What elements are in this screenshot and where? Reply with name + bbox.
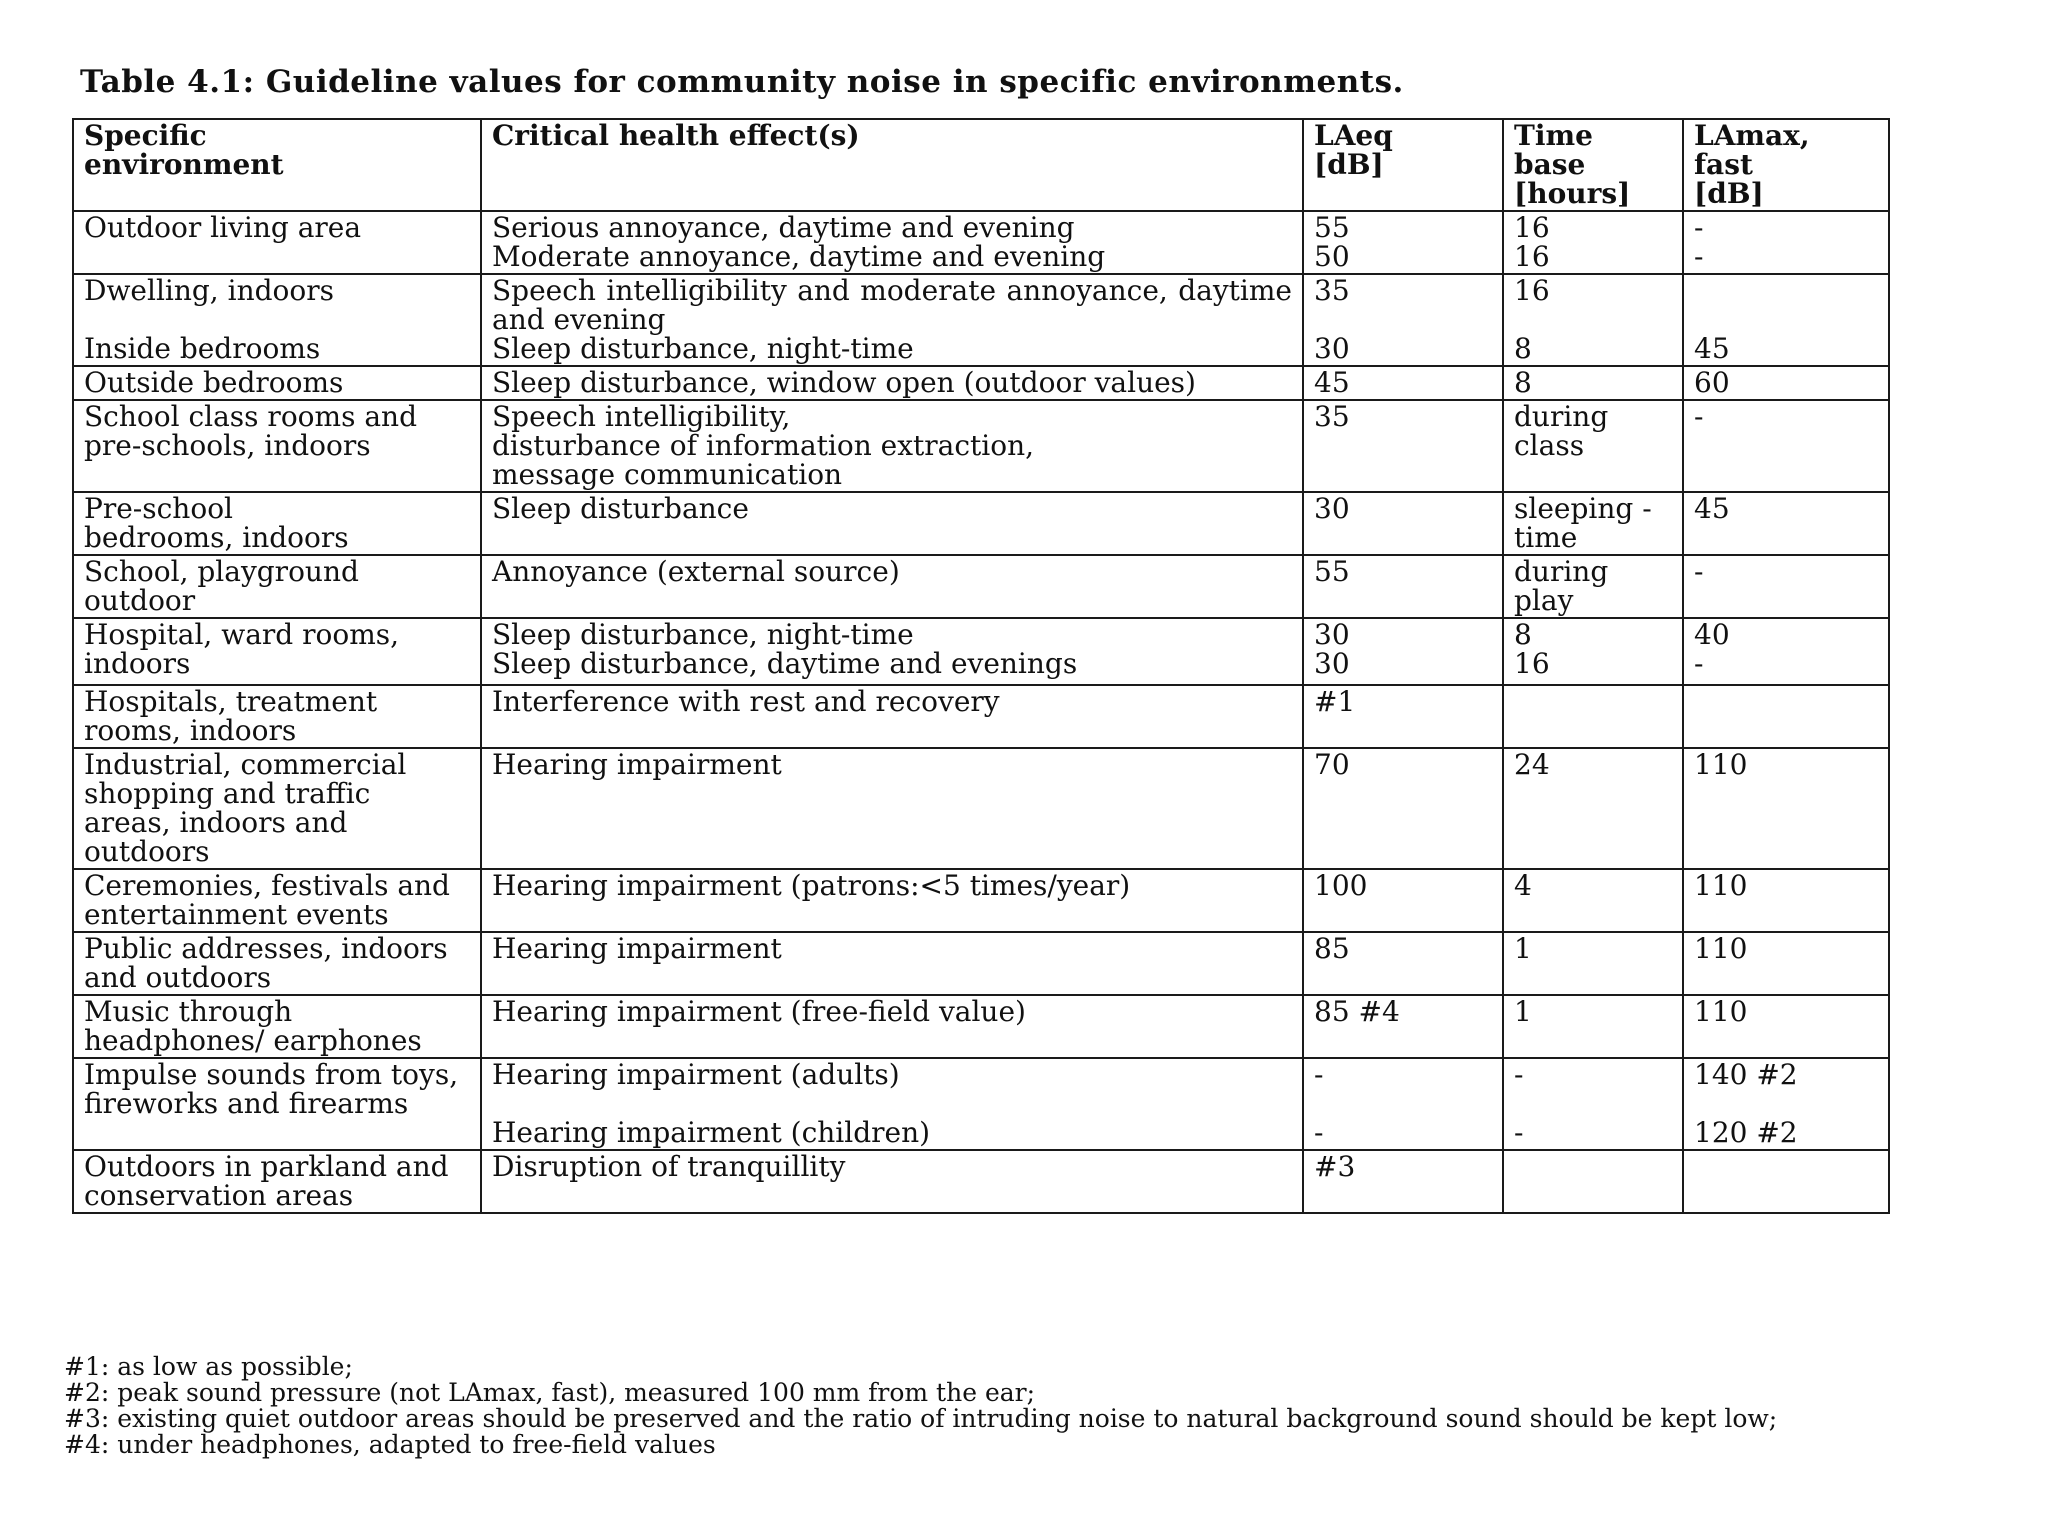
- effect-cell: [481, 1058, 1303, 1150]
- laeq-value: 45: [1314, 366, 1350, 399]
- effect-cell: [481, 555, 1303, 618]
- effect-cell: [481, 748, 1303, 869]
- laeq-value: 55: [1314, 211, 1350, 244]
- effect-text: Hearing impairment: [492, 932, 782, 965]
- lamax-cell: [1683, 366, 1889, 400]
- effect-cell: [481, 995, 1303, 1058]
- lamax-value: 120 #2: [1694, 1116, 1798, 1149]
- environment-cell: Ceremonies, festivals and entertainment events: [73, 869, 481, 932]
- effect-text: Speech intelligibility,: [492, 400, 791, 433]
- time-cell: [1503, 211, 1683, 274]
- lamax-value: -: [1694, 555, 1704, 588]
- effect-cell: [481, 274, 1303, 366]
- lamax-cell: [1683, 995, 1889, 1058]
- table-row: [73, 492, 1889, 555]
- laeq-cell: [1303, 748, 1503, 869]
- time-value: 8: [1514, 366, 1532, 399]
- table-title: Table 4.1: Guideline values for community noise in specific environments.: [80, 64, 1404, 100]
- time-value: 24: [1514, 748, 1550, 781]
- environment-cell: Hospital, ward rooms, indoors: [73, 618, 481, 685]
- effect-cell: [481, 685, 1303, 748]
- table-row: [73, 869, 1889, 932]
- laeq-cell: [1303, 211, 1503, 274]
- time-cell: [1503, 685, 1683, 748]
- time-value: 8: [1514, 332, 1532, 365]
- header-effect: Critical health effect(s): [481, 119, 1303, 211]
- environment-cell: Hospitals, treatment rooms, indoors: [73, 685, 481, 748]
- environment-cell: Pre-school bedrooms, indoors: [73, 492, 481, 555]
- effect-text: Hearing impairment (children): [492, 1116, 931, 1149]
- time-value: 16: [1514, 211, 1550, 244]
- effect-text: Speech intelligibility and moderate annoyance, daytime and evening: [492, 274, 1292, 336]
- time-cell: [1503, 274, 1683, 366]
- table-row: [73, 1150, 1889, 1213]
- laeq-cell: [1303, 366, 1503, 400]
- time-cell: [1503, 1150, 1683, 1213]
- effect-cell: [481, 1150, 1303, 1213]
- environment-text: Outdoor living area: [84, 211, 362, 244]
- time-value: -: [1514, 1058, 1524, 1091]
- environment-text: Outside bedrooms: [84, 366, 344, 399]
- laeq-value: #3: [1314, 1150, 1356, 1183]
- header-laeq: LAeq [dB]: [1303, 119, 1503, 211]
- table-row: [73, 555, 1889, 618]
- effect-text: Hearing impairment (adults): [492, 1058, 900, 1091]
- table-row: [73, 685, 1889, 748]
- time-cell: [1503, 618, 1683, 685]
- lamax-value: 110: [1694, 932, 1748, 965]
- time-cell: [1503, 869, 1683, 932]
- time-cell: during play: [1503, 555, 1683, 618]
- time-value: 4: [1514, 869, 1532, 902]
- time-value: 1: [1514, 995, 1532, 1028]
- effect-cell: [481, 492, 1303, 555]
- effect-text: Interference with rest and recovery: [492, 685, 1000, 718]
- time-value: 1: [1514, 932, 1532, 965]
- laeq-value: 70: [1314, 748, 1350, 781]
- effect-text: Annoyance (external source): [492, 555, 900, 588]
- lamax-cell: [1683, 1058, 1889, 1150]
- effect-cell: [481, 366, 1303, 400]
- time-value: 8: [1514, 618, 1532, 651]
- time-cell: [1503, 995, 1683, 1058]
- effect-text: disturbance of information extraction,: [492, 429, 1035, 462]
- laeq-value: -: [1314, 1058, 1324, 1091]
- effect-text: Hearing impairment (patrons:<5 times/year): [492, 869, 1131, 902]
- laeq-value: #1: [1314, 685, 1356, 718]
- laeq-value: 30: [1314, 492, 1350, 525]
- time-cell: sleeping -time: [1503, 492, 1683, 555]
- laeq-value: 30: [1314, 618, 1350, 651]
- laeq-cell: [1303, 555, 1503, 618]
- header-lamax: LAmax, fast [dB]: [1683, 119, 1889, 211]
- environment-cell: Music through headphones/ earphones: [73, 995, 481, 1058]
- effect-cell: [481, 211, 1303, 274]
- environment-text: Dwelling, indoors: [84, 274, 334, 307]
- lamax-value: 45: [1694, 492, 1730, 525]
- effect-text: Sleep disturbance: [492, 492, 749, 525]
- lamax-cell: [1683, 492, 1889, 555]
- footnote-1: #1: as low as possible;: [64, 1352, 353, 1381]
- lamax-cell: [1683, 211, 1889, 274]
- lamax-value: 45: [1694, 332, 1730, 365]
- lamax-value: -: [1694, 211, 1704, 244]
- effect-cell: [481, 869, 1303, 932]
- footnote-2: #2: peak sound pressure (not LAmax, fast), measured 100 mm from the ear;: [64, 1378, 1036, 1407]
- effect-text: Disruption of tranquillity: [492, 1150, 846, 1183]
- footnote-3: #3: existing quiet outdoor areas should be preserved and the ratio of intruding noise to natural background sound should be kept low;: [64, 1404, 1778, 1433]
- table-row: [73, 1058, 1889, 1150]
- effect-text: Sleep disturbance, night-time: [492, 332, 914, 365]
- laeq-value: 35: [1314, 274, 1350, 307]
- table-row: [73, 211, 1889, 274]
- laeq-cell: [1303, 492, 1503, 555]
- environment-cell: Industrial, commercial shopping and traffic areas, indoors and outdoors: [73, 748, 481, 869]
- laeq-value: 85 #4: [1314, 995, 1400, 1028]
- table-row: [73, 932, 1889, 995]
- lamax-cell: [1683, 1150, 1889, 1213]
- environment-text: Inside bedrooms: [84, 332, 321, 365]
- lamax-value: 110: [1694, 748, 1748, 781]
- lamax-value: 110: [1694, 869, 1748, 902]
- laeq-value: -: [1314, 1116, 1324, 1149]
- table-row: [73, 995, 1889, 1058]
- effect-text: Hearing impairment (free-field value): [492, 995, 1026, 1028]
- lamax-value: -: [1694, 240, 1704, 273]
- time-cell: during class: [1503, 400, 1683, 492]
- effect-text: Moderate annoyance, daytime and evening: [492, 240, 1106, 273]
- laeq-value: 55: [1314, 555, 1350, 588]
- time-cell: [1503, 366, 1683, 400]
- laeq-value: 85: [1314, 932, 1350, 965]
- lamax-cell: [1683, 932, 1889, 995]
- laeq-cell: [1303, 274, 1503, 366]
- table-row: [73, 748, 1889, 869]
- laeq-cell: [1303, 685, 1503, 748]
- effect-cell: [481, 618, 1303, 685]
- lamax-value: 140 #2: [1694, 1058, 1798, 1091]
- environment-cell: School class rooms and pre-schools, indoors: [73, 400, 481, 492]
- lamax-cell: [1683, 618, 1889, 685]
- table-row: [73, 274, 1889, 366]
- table-row: [73, 618, 1889, 685]
- lamax-cell: [1683, 274, 1889, 366]
- effect-cell: [481, 932, 1303, 995]
- time-cell: [1503, 932, 1683, 995]
- effect-text: Sleep disturbance, window open (outdoor values): [492, 366, 1196, 399]
- effect-text: Sleep disturbance, night-time: [492, 618, 914, 651]
- effect-text: Hearing impairment: [492, 748, 782, 781]
- environment-cell: [73, 366, 481, 400]
- lamax-cell: [1683, 400, 1889, 492]
- laeq-cell: [1303, 618, 1503, 685]
- footnotes: [64, 1354, 1944, 1458]
- effect-text: Serious annoyance, daytime and evening: [492, 211, 1075, 244]
- environment-cell: School, playground outdoor: [73, 555, 481, 618]
- time-value: -: [1514, 1116, 1524, 1149]
- header-environment: Specific environment: [73, 119, 481, 211]
- laeq-value: 30: [1314, 647, 1350, 680]
- time-cell: [1503, 748, 1683, 869]
- lamax-cell: [1683, 555, 1889, 618]
- header-time: Time base [hours]: [1503, 119, 1683, 211]
- table-row: [73, 366, 1889, 400]
- environment-cell: Outdoors in parkland and conservation areas: [73, 1150, 481, 1213]
- laeq-cell: [1303, 995, 1503, 1058]
- time-value: 16: [1514, 647, 1550, 680]
- footnote-4: #4: under headphones, adapted to free-field values: [64, 1430, 716, 1459]
- guideline-table: [72, 118, 1890, 1214]
- effect-text: message communication: [492, 458, 843, 491]
- header-row: [73, 119, 1889, 211]
- lamax-cell: [1683, 869, 1889, 932]
- laeq-cell: [1303, 869, 1503, 932]
- laeq-value: 100: [1314, 869, 1368, 902]
- laeq-cell: [1303, 932, 1503, 995]
- time-value: 16: [1514, 240, 1550, 273]
- time-cell: [1503, 1058, 1683, 1150]
- lamax-value: 40: [1694, 618, 1730, 651]
- laeq-cell: [1303, 400, 1503, 492]
- lamax-value: -: [1694, 400, 1704, 433]
- laeq-cell: [1303, 1058, 1503, 1150]
- lamax-cell: [1683, 748, 1889, 869]
- effect-text: Sleep disturbance, daytime and evenings: [492, 647, 1078, 680]
- environment-cell: [73, 274, 481, 366]
- effect-cell: [481, 400, 1303, 492]
- environment-cell: Public addresses, indoors and outdoors: [73, 932, 481, 995]
- lamax-value: 60: [1694, 366, 1730, 399]
- table-row: [73, 400, 1889, 492]
- laeq-value: 30: [1314, 332, 1350, 365]
- laeq-cell: [1303, 1150, 1503, 1213]
- environment-cell: [73, 211, 481, 274]
- laeq-value: 35: [1314, 400, 1350, 433]
- lamax-value: 110: [1694, 995, 1748, 1028]
- laeq-value: 50: [1314, 240, 1350, 273]
- time-value: 16: [1514, 274, 1550, 307]
- environment-cell: Impulse sounds from toys, fireworks and firearms: [73, 1058, 481, 1150]
- lamax-value: -: [1694, 647, 1704, 680]
- lamax-cell: [1683, 685, 1889, 748]
